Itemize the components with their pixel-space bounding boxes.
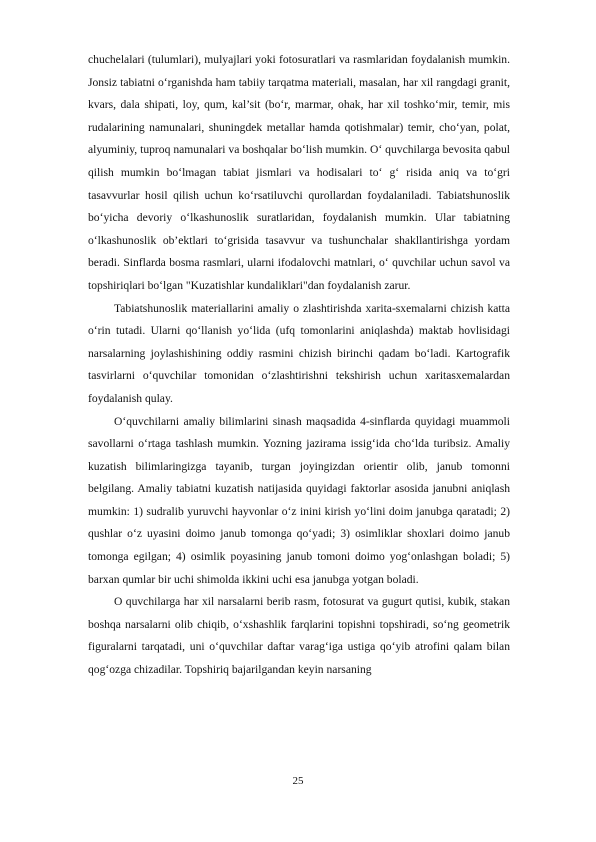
paragraph-maps: Tabiatshunoslik materiallarini amaliy o zlashtirishda xarita-sxemalarni chizish katta o‘rin tutadi. Ularni qo‘llanish yo‘lida (ufq tomonlarini aniqlashda) maktab hovlisidagi narsalarning joylashishining oddiy rasmini chizish birinchi qadam bo‘ladi. Kartografik tasvirlarni o‘quvchilar tomonidan o‘zlashtirishni tekshirish uchun xaritasxemalardan foydalanish qulay. <box>88 301 510 405</box>
page-number: 25 <box>292 775 304 787</box>
paragraph-orientation: O‘quvchilarni amaliy bilimlarini sinash maqsadida 4-sinflarda quyidagi muammoli savollarni o‘rtaga tashlash mumkin. Yozning jazirama issig‘ida cho‘lda turibsiz. Amaliy kuzatish bilimlaringizga tayanib, turgan joyingizdan orientir olib, janub tomonni belgilang. Amaliy tabiatni kuzatish natijasida quyidagi faktorlar asosida janubni aniqlash mumkin: 1) sudralib yuruvchi hayvonlar o‘z inini kirish yo‘lini doim janubga qaratadi; 2) qushlar o‘z uyasini doimo janub tomonga qo‘yadi; 3) osimliklar shoxlari doimo janub tomonga egilgan; 4) osimlik poyasining janub tomoni doimo yog‘onlashgan boladi; 5) barxan qumlar bir uchi shimolda ikkini uchi esa janubga yotgan boladi. <box>88 414 510 586</box>
body-text <box>88 49 510 682</box>
paragraph-shapes: O quvchilarga har xil narsalarni berib rasm, fotosurat va gugurt qutisi, kubik, stakan boshqa narsalarni olib chiqib, o‘xshashlik farqlarini topishni topshiradi, so‘ng geometrik figuralarni tarqatadi, uni o‘quvchilar daftar varag‘iga ustiga qo‘yib atrofini qalam bilan qog‘ozga chizadilar. Topshiriq bajarilgandan keyin narsaning <box>88 595 510 677</box>
paragraph-continued: chuchelalari (tulumlari), mulyajlari yoki fotosuratlari va rasmlaridan foydalanish mumkin. Jonsiz tabiatni o‘rganishda ham tabiiy tarqatma materiali, masalan, har xil rangdagi granit, kvars, dala shipati, loy, qum, kal’sit (bo‘r, marmar, ohak, har xil toshko‘mir, temir, mis rudalarining namunalari, shuningdek metallar hamda qotishmalar) temir, cho‘yan, polat, alyuminiy, tuproq namunalari va boshqalar bo‘lish mumkin. O‘ quvchilarga bevosita qabul qilish mumkin bo‘lmagan tabiat jismlari va hodisalari to‘ g‘ risida aniq va to‘gri tasavvurlar hosil qilish uchun ko‘rsatiluvchi qurollardan foydalaniladi. Tabiatshunoslik bo‘yicha devoriy o‘lkashunoslik suratlaridan, foydalanish mumkin. Ular tabiatning o‘lkashunoslik ob’ektlari to‘grisida tasavvur va tushunchalar shakllantirishga yordam beradi. Sinflarda bosma rasmlari, ularni ifodalovchi matnlari, o‘ quvchilar uchun savol va topshiriqlari bo‘lgan "Kuzatishlar kundaliklari"dan foydalanish zarur. <box>88 53 510 292</box>
